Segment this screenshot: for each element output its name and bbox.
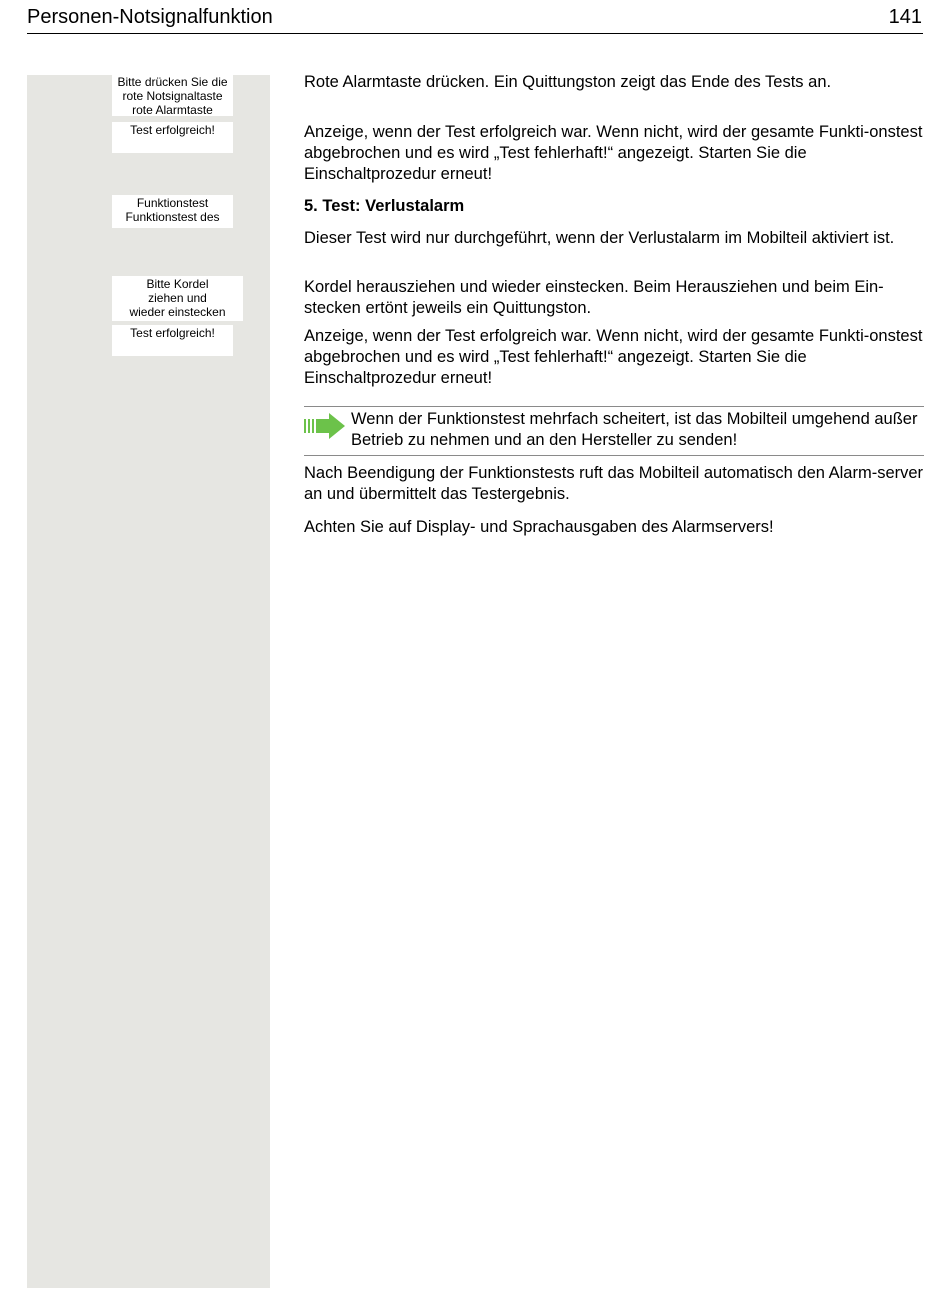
paragraph-success-info: Anzeige, wenn der Test erfolgreich war. Wenn nicht, wird der gesamte Funkti-onstest abgebrochen und es wird „Test fehlerhaft!“ angezeigt. Starten Sie die Einschaltprozedur erneut! bbox=[304, 123, 923, 183]
note-bottom-divider bbox=[304, 455, 924, 456]
note-top-divider bbox=[304, 406, 924, 407]
header-divider bbox=[27, 33, 923, 34]
paragraph-test-completion: Nach Beendigung der Funktionstests ruft das Mobilteil automatisch den Alarm-server an und übermittelt das Testergebnis. bbox=[304, 464, 924, 503]
display-message-press-alarm: Bitte drücken Sie die rote Notsignaltaste rote Alarmtaste bbox=[112, 74, 233, 116]
paragraph-cord-instruction: Kordel herausziehen und wieder einstecken. Beim Herausziehen und beim Ein-stecken ertönt jeweils ein Quittungston. bbox=[304, 278, 884, 317]
paragraph-success-info-2: Anzeige, wenn der Test erfolgreich war. Wenn nicht, wird der gesamte Funkti-onstest abgebrochen und es wird „Test fehlerhaft!“ angezeigt. Starten Sie die Einschaltprozedur erneut! bbox=[304, 327, 923, 387]
display-message-pull-cord: Bitte Kordel ziehen und wieder einstecken bbox=[112, 276, 243, 321]
page-number: 141 bbox=[888, 6, 922, 28]
paragraph-loss-alarm-info: Dieser Test wird nur durchgeführt, wenn der Verlustalarm im Mobilteil aktiviert ist. bbox=[304, 229, 895, 247]
note-text: Wenn der Funktionstest mehrfach scheitert, ist das Mobilteil umgehend außer Betrieb zu nehmen und an den Hersteller zu senden! bbox=[351, 410, 918, 449]
paragraph-alarm-server-output: Achten Sie auf Display- und Sprachausgaben des Alarmservers! bbox=[304, 518, 774, 536]
sidebar-panel bbox=[27, 75, 270, 1288]
section-heading: 5. Test: Verlustalarm bbox=[304, 197, 465, 215]
display-message-success: Test erfolgreich! bbox=[112, 122, 233, 153]
display-message-success-2: Test erfolgreich! bbox=[112, 325, 233, 356]
page-title: Personen-Notsignalfunktion bbox=[27, 6, 273, 28]
display-message-function-test: Funktionstest Funktionstest des bbox=[112, 195, 233, 228]
green-arrow-icon bbox=[304, 413, 346, 439]
paragraph-press-alarm: Rote Alarmtaste drücken. Ein Quittungston zeigt das Ende des Tests an. bbox=[304, 73, 832, 91]
